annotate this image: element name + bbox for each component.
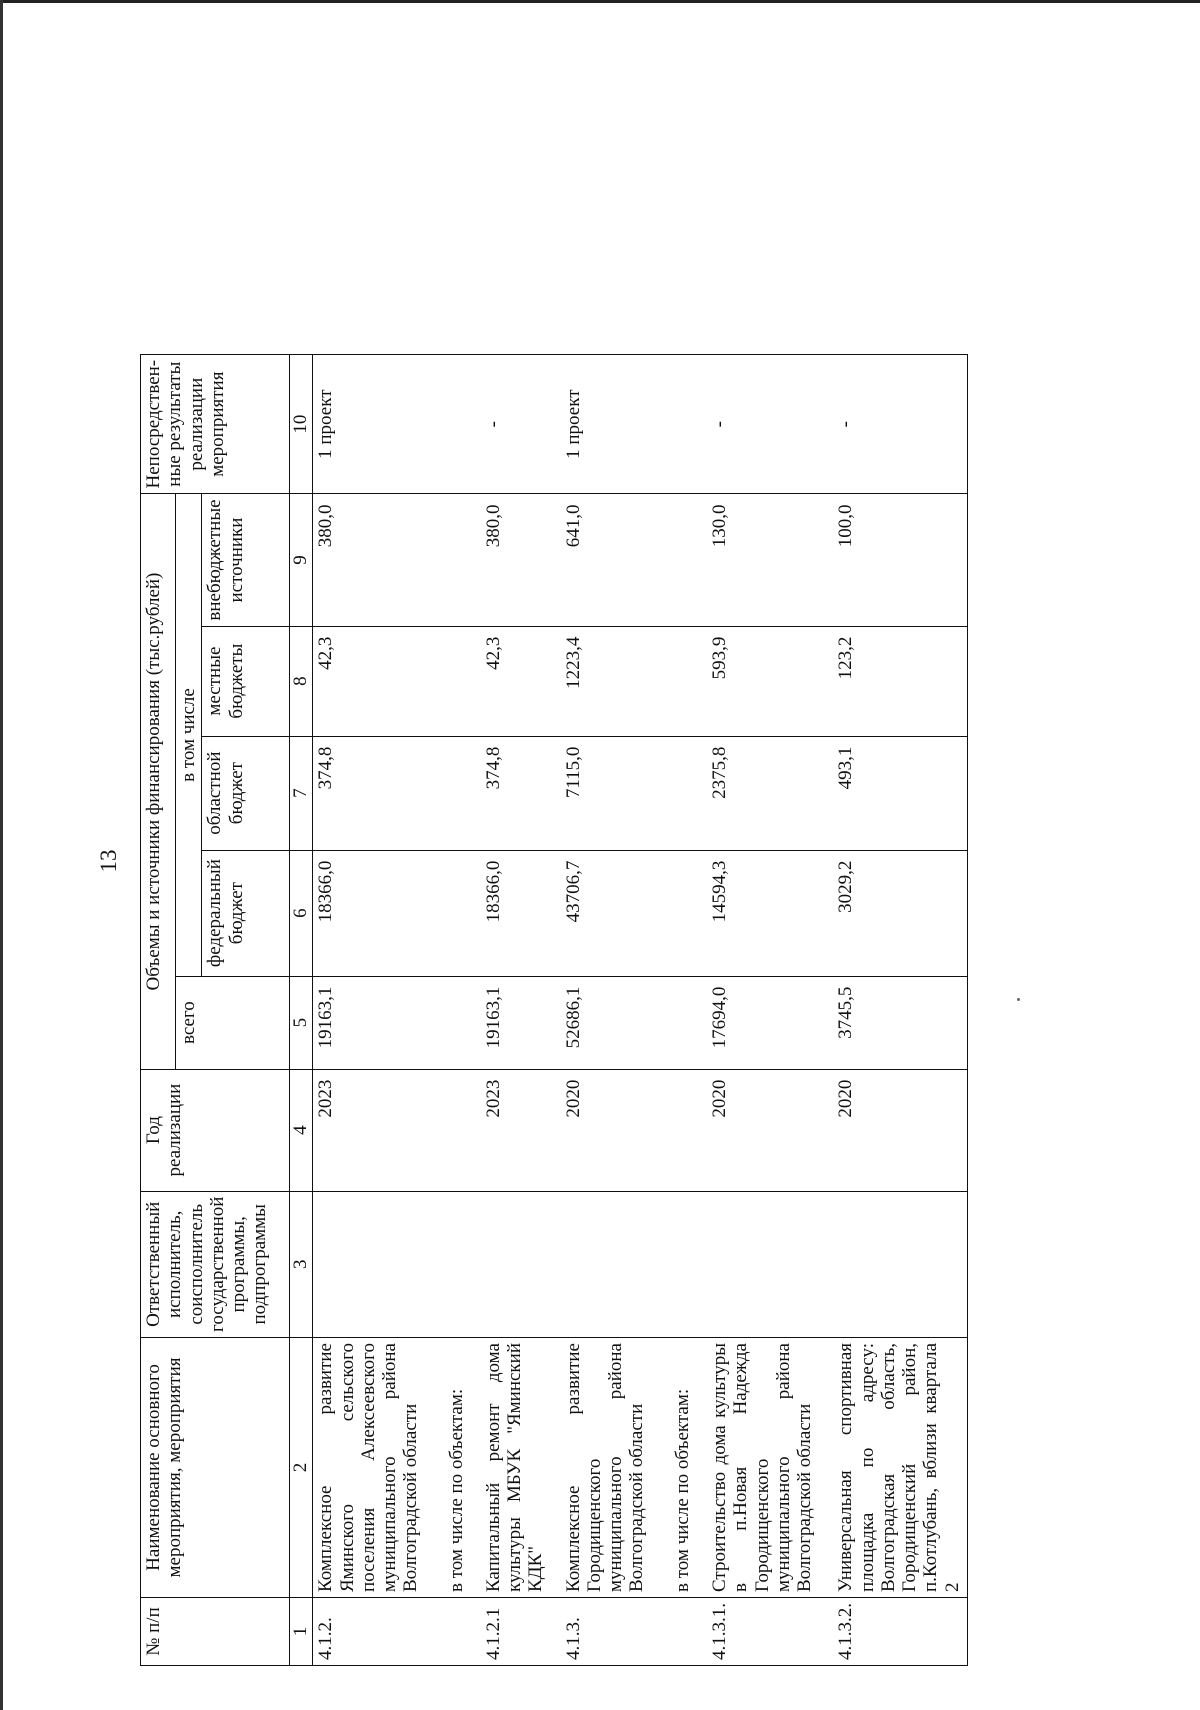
- row-total: 19163,1: [481, 976, 549, 1069]
- row-local: 42,3: [313, 626, 424, 736]
- row-regional: 493,1: [817, 736, 967, 850]
- row-extrabudget: 641,0: [549, 494, 650, 626]
- row-year: [424, 1069, 481, 1191]
- row-name: Комплексное развитие Яминского сельского поселения Алексеевского муниципального района Волгоградской области: [313, 1338, 424, 1598]
- row-local: [650, 626, 707, 736]
- row-year: 2023: [313, 1069, 424, 1191]
- row-federal: 43706,7: [549, 850, 650, 976]
- row-year: [650, 1069, 707, 1191]
- column-number: 5: [290, 976, 313, 1069]
- row-subheading: в том числе по объектам:: [650, 1338, 707, 1598]
- row-executor: [650, 1191, 707, 1337]
- row-year: 2020: [549, 1069, 650, 1191]
- row-regional: 374,8: [481, 736, 549, 850]
- header-regional: областной бюджет: [202, 736, 290, 850]
- row-total: 52686,1: [549, 976, 650, 1069]
- row-regional: [424, 736, 481, 850]
- row-regional: 2375,8: [707, 736, 817, 850]
- table-subheading-row: [424, 354, 481, 1665]
- column-number: 3: [290, 1191, 313, 1337]
- header-name: Наименование основного мероприятия, мероприятия: [141, 1338, 290, 1598]
- row-regional: 7115,0: [549, 736, 650, 850]
- row-result: 1 проект: [313, 354, 424, 494]
- column-number: 1: [290, 1598, 313, 1666]
- row-extrabudget: 380,0: [313, 494, 424, 626]
- row-name: Строительство дома культуры в п.Новая Надежда Городищенского муниципального района Волгоградской области: [707, 1338, 817, 1598]
- funding-table: [140, 354, 968, 1666]
- row-local: 42,3: [481, 626, 549, 736]
- header-year: Год реализации: [141, 1069, 290, 1191]
- header-including: в том числе: [176, 494, 202, 976]
- row-total: 3745,5: [817, 976, 967, 1069]
- column-number: 8: [290, 626, 313, 736]
- row-result: 1 проект: [549, 354, 650, 494]
- row-result: -: [707, 354, 817, 494]
- header-total: всего: [176, 976, 290, 1069]
- row-federal: 18366,0: [481, 850, 549, 976]
- row-regional: [650, 736, 707, 850]
- row-federal: [424, 850, 481, 976]
- row-year: 2023: [481, 1069, 549, 1191]
- row-total: 17694,0: [707, 976, 817, 1069]
- row-executor: [817, 1191, 967, 1337]
- row-result: [650, 354, 707, 494]
- row-federal: 18366,0: [313, 850, 424, 976]
- row-name: Универсальная спортивная площадка по адресу: Волгоградская область, Городищенский район, п.Котлубань, вблизи квартала 2: [817, 1338, 967, 1598]
- table-subheading-row: [650, 354, 707, 1665]
- row-executor: [549, 1191, 650, 1337]
- header-results: Непосредствен-ные результаты реализации мероприятия: [141, 354, 290, 494]
- page-number: 13: [96, 849, 121, 873]
- row-name: Капитальный ремонт дома культуры МБУК "Яминский КДК": [481, 1338, 549, 1598]
- table-row: [817, 354, 967, 1665]
- row-num: 4.1.3.: [549, 1598, 650, 1666]
- header-executor: Ответственный исполнитель, соисполнитель государственной программы, подпрограммы: [141, 1191, 290, 1337]
- row-extrabudget: 130,0: [707, 494, 817, 626]
- row-result: -: [817, 354, 967, 494]
- header-funding-group: Объемы и источники финансирования (тыс.рублей): [141, 494, 176, 1069]
- row-executor: [424, 1191, 481, 1337]
- header-extrabudget: внебюджетные источники: [202, 494, 290, 626]
- row-federal: 14594,3: [707, 850, 817, 976]
- row-result: -: [481, 354, 549, 494]
- row-year: 2020: [707, 1069, 817, 1191]
- header-federal: федеральный бюджет: [202, 850, 290, 976]
- table-row: [549, 354, 650, 1665]
- row-extrabudget: 100,0: [817, 494, 967, 626]
- row-local: 123,2: [817, 626, 967, 736]
- row-federal: [650, 850, 707, 976]
- header-local: местные бюджеты: [202, 626, 290, 736]
- column-number: 10: [290, 354, 313, 494]
- row-num: [424, 1598, 481, 1666]
- row-extrabudget: 380,0: [481, 494, 549, 626]
- row-total: [424, 976, 481, 1069]
- row-local: 1223,4: [549, 626, 650, 736]
- row-num: 4.1.3.1.: [707, 1598, 817, 1666]
- table-row: [707, 354, 817, 1665]
- row-num: [650, 1598, 707, 1666]
- table-body: [313, 354, 968, 1665]
- column-number-row: [290, 354, 313, 1665]
- row-subheading: в том числе по объектам:: [424, 1338, 481, 1598]
- row-name: Комплексное развитие Городищенского муниципального района Волгоградской области: [549, 1338, 650, 1598]
- table-header: [141, 354, 313, 1665]
- row-year: 2020: [817, 1069, 967, 1191]
- row-num: 4.1.2.: [313, 1598, 424, 1666]
- column-number: 4: [290, 1069, 313, 1191]
- row-executor: [481, 1191, 549, 1337]
- column-number: 9: [290, 494, 313, 626]
- column-number: 7: [290, 736, 313, 850]
- table-row: [313, 354, 424, 1665]
- row-total: 19163,1: [313, 976, 424, 1069]
- row-extrabudget: [424, 494, 481, 626]
- row-local: 593,9: [707, 626, 817, 736]
- row-executor: [313, 1191, 424, 1337]
- row-num: 4.1.2.1: [481, 1598, 549, 1666]
- row-regional: 374,8: [313, 736, 424, 850]
- row-extrabudget: [650, 494, 707, 626]
- column-number: 6: [290, 850, 313, 976]
- header-num: № п/п: [141, 1598, 290, 1666]
- row-federal: 3029,2: [817, 850, 967, 976]
- row-num: 4.1.3.2.: [817, 1598, 967, 1666]
- row-result: [424, 354, 481, 494]
- table-row: [481, 354, 549, 1665]
- row-executor: [707, 1191, 817, 1337]
- row-local: [424, 626, 481, 736]
- row-total: [650, 976, 707, 1069]
- column-number: 2: [290, 1338, 313, 1598]
